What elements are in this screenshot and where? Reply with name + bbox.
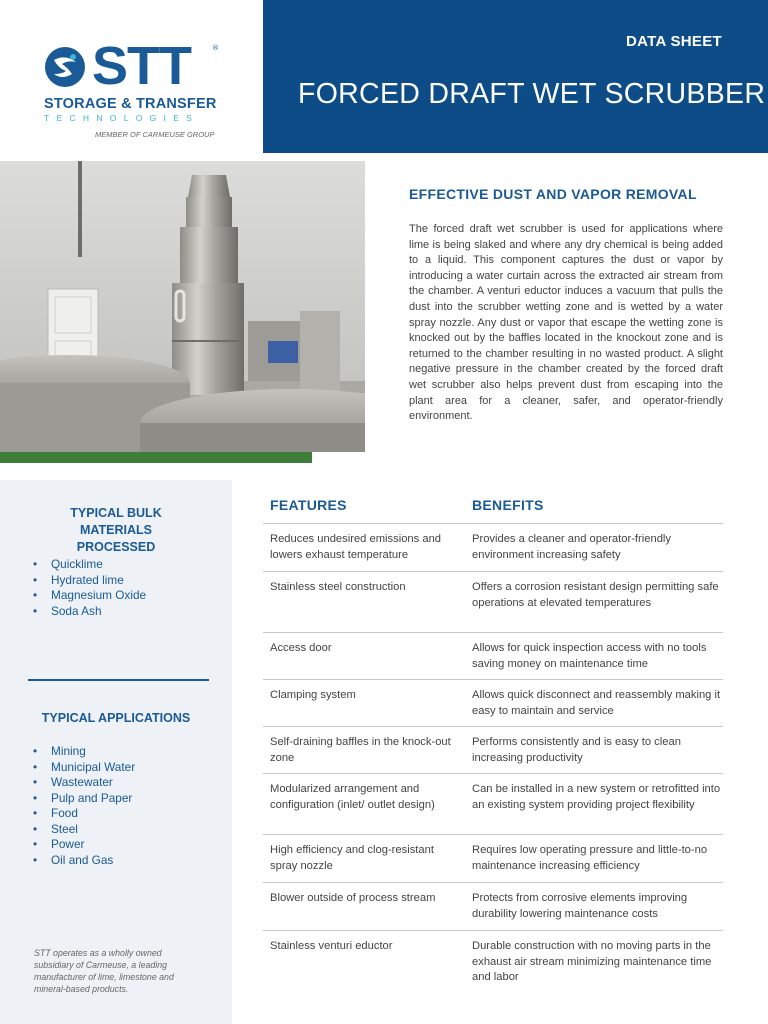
- list-item: • Power: [33, 837, 135, 853]
- table-row: [263, 523, 723, 571]
- logo-tagline-2: TECHNOLOGIES: [44, 113, 200, 123]
- table-row: [263, 930, 723, 992]
- table-row: [263, 726, 723, 773]
- product-photo: [0, 161, 365, 452]
- benefit-cell: Requires low operating pressure and little-to-no maintenance increasing efficiency: [472, 844, 708, 872]
- materials-heading-text: TYPICAL BULK MATERIALS PROCESSED: [70, 506, 162, 554]
- list-item: • Oil and Gas: [33, 853, 135, 869]
- benefit-cell: Can be installed in a new system or retrofitted into an existing system providing project flexibility: [472, 783, 721, 811]
- header-band: [263, 0, 768, 153]
- table-row: [263, 773, 723, 834]
- list-item: • Pulp and Paper: [33, 791, 135, 807]
- feature-cell: Self-draining baffles in the knock-out zone: [270, 736, 451, 764]
- feature-cell: High efficiency and clog-resistant spray nozzle: [270, 844, 434, 872]
- feature-cell: Clamping system: [270, 689, 356, 701]
- materials-list: [33, 557, 146, 619]
- applications-list: [33, 744, 135, 868]
- list-item: • Steel: [33, 822, 135, 838]
- features-heading: FEATURES: [270, 497, 347, 513]
- feature-cell: Reduces undesired emissions and lowers exhaust temperature: [270, 533, 442, 561]
- benefit-cell: Allows quick disconnect and reassembly making it easy to maintain and service: [472, 689, 721, 717]
- benefit-cell: Offers a corrosion resistant design permitting safe operations at elevated temperatures: [472, 581, 719, 609]
- table-row: [263, 679, 723, 726]
- benefit-cell: Performs consistently and is easy to clean increasing productivity: [472, 736, 681, 764]
- applications-heading: TYPICAL APPLICATIONS: [41, 711, 191, 725]
- benefit-cell: Allows for quick inspection access with no tools saving money on maintenance time: [472, 642, 707, 670]
- data-sheet-label: DATA SHEET: [625, 33, 722, 50]
- document-title: FORCED DRAFT WET SCRUBBER: [298, 78, 766, 110]
- accent-bar: [0, 452, 312, 463]
- list-item: • Quicklime: [33, 557, 146, 573]
- benefit-cell: Provides a cleaner and operator-friendly environment increasing safety: [472, 533, 671, 561]
- feature-cell: Blower outside of process stream: [270, 892, 436, 904]
- list-item: • Magnesium Oxide: [33, 588, 146, 604]
- scrubber-photo-image: [0, 161, 365, 452]
- stt-logo-icon: [44, 46, 86, 88]
- logo-wordmark: STT: [92, 36, 191, 96]
- feature-cell: Stainless steel construction: [270, 581, 406, 593]
- feature-cell: Modularized arrangement and configuration (inlet/ outlet design): [270, 783, 435, 811]
- materials-heading: [0, 505, 232, 556]
- ownership-note: STT operates as a wholly owned subsidiary of Carmeuse, a leading manufacturer of lime, limestone and mineral-based products.: [34, 948, 174, 994]
- list-item: • Municipal Water: [33, 760, 135, 776]
- registered-mark: ®: [212, 44, 219, 52]
- table-row: [263, 882, 723, 930]
- list-item: • Soda Ash: [33, 604, 146, 620]
- feature-cell: Stainless venturi eductor: [270, 940, 393, 952]
- table-row: [263, 632, 723, 679]
- list-item: • Mining: [33, 744, 135, 760]
- intro-heading: EFFECTIVE DUST AND VAPOR REMOVAL: [409, 186, 697, 202]
- sidebar-divider: [28, 679, 209, 681]
- intro-paragraph: The forced draft wet scrubber is used for applications where lime is being slaked and where any dry chemical is being added to a liquid. This component captures the dust or vapor by introducing a water curtain across the extracted air stream from the chamber. A venturi eductor induces a vacuum that pulls the dust into the scrubber wetting zone and is wetted by a water spray nozzle. Any dust or vapor that escape the wetting zone is knocked out by the baffles located in the knockout zone and is returned to the chamber resulting in no wasted product. A slight negative pressure in the chamber created by the forced draft wet scrubber also helps prevent dust from escaping into the plant area for a cleaner, safer, and operator-friendly environment.: [409, 223, 723, 423]
- table-row: [263, 571, 723, 632]
- member-of-carmeuse: MEMBER OF CARMEUSE GROUP: [95, 130, 215, 139]
- list-item: • Food: [33, 806, 135, 822]
- benefit-cell: Protects from corrosive elements improving durability lowering maintenance costs: [472, 892, 688, 920]
- benefits-heading: BENEFITS: [472, 497, 544, 513]
- table-row: [263, 834, 723, 882]
- feature-cell: Access door: [270, 642, 332, 654]
- list-item: • Hydrated lime: [33, 573, 146, 589]
- benefit-cell: Durable construction with no moving parts in the exhaust air stream minimizing maintenance time and labor: [472, 940, 712, 984]
- logo-area: [0, 0, 263, 153]
- list-item: • Wastewater: [33, 775, 135, 791]
- logo-tagline-1: STORAGE & TRANSFER: [44, 96, 217, 112]
